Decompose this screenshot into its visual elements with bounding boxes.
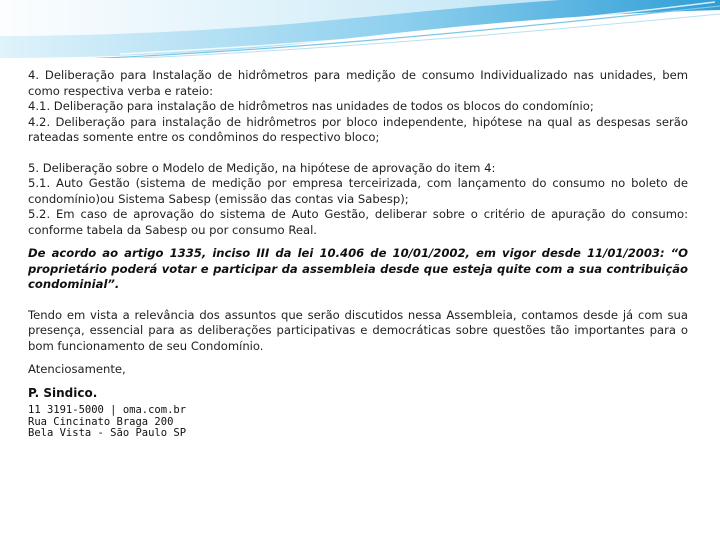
document-body (28, 68, 688, 440)
item-4-text: 4. Deliberação para Instalação de hidrômetros para medição de consumo Individualizado nas unidades, bem como respectiva verba e rateio: (28, 68, 688, 98)
item-5-1-text: 5.1. Auto Gestão (sistema de medição por empresa terceirizada, com lançamento do consumo no boleto de condomínio)ou Sistema Sabesp (emissão das contas via Sabesp); (28, 176, 688, 206)
contact-address-city: Bela Vista - São Paulo SP (28, 427, 187, 439)
closing-paragraph: Tendo em vista a relevância dos assuntos que serão discutidos nessa Assembleia, contamos desde já com sua presença, essencial para as deliberações participativas e democráticas sobre questões tão importantes para o bom funcionamento de seu Condomínio. (28, 307, 688, 353)
law-quote: De acordo ao artigo 1335, inciso III da lei 10.406 de 10/01/2002, em vigor desde 11/01/2003: “O proprietário poderá votar e participar da assembleia desde que esteja quite com a sua contribuição condominial”. (28, 246, 688, 291)
salutation: Atenciosamente, (28, 362, 126, 376)
item-5-2-text: 5.2. Em caso de aprovação do sistema de Auto Gestão, deliberar sobre o critério de apuração do consumo: conforme tabela da Sabesp ou por consumo Real. (28, 207, 688, 237)
contact-address-street: Rua Cincinato Braga 200 (28, 415, 174, 428)
item-4-2-text: 4.2. Deliberação para instalação de hidrômetros por bloco independente, hipótese na qual as despesas serão rateadas somente entre os condôminos do respectivo bloco; (28, 114, 688, 144)
item-5-text: 5. Deliberação sobre o Modelo de Medição, na hipótese de aprovação do item 4: (28, 160, 496, 175)
signature: P. Sindico. (28, 385, 98, 400)
item-4-1-text: 4.1. Deliberação para instalação de hidrômetros nas unidades de todos os blocos do condomínio; (28, 99, 594, 113)
contact-phone-site: 11 3191-5000 | oma.com.br (28, 404, 187, 416)
